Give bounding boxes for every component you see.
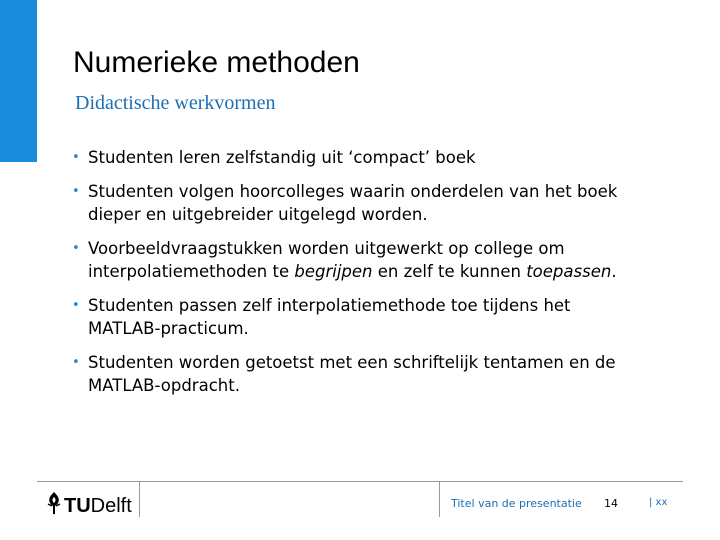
footer-divider-tick: [439, 481, 440, 517]
bullet-line: [88, 260, 682, 283]
bullet-list: [72, 146, 682, 408]
bullet-text: Studenten volgen hoorcolleges waarin onderdelen van het boek: [88, 182, 618, 201]
footer-page-number: 14: [604, 497, 618, 510]
bullet-line: [88, 203, 682, 226]
bullet-emphasis: begrijpen: [294, 262, 373, 281]
bullet-text: MATLAB-practicum.: [88, 319, 249, 338]
slide-title: Numerieke methoden: [73, 46, 360, 79]
bullet-text: MATLAB-opdracht.: [88, 376, 240, 395]
bullet-text: .: [611, 262, 617, 281]
bullet-line: [88, 351, 682, 374]
bullet-text: interpolatiemethoden te: [88, 262, 295, 281]
accent-bar: [0, 0, 37, 162]
slide-subtitle: Didactische werkvormen: [75, 92, 276, 114]
bullet-line: [88, 294, 682, 317]
bullet-text: Studenten passen zelf interpolatiemethode toe tijdens het: [88, 296, 571, 315]
bullet-line: [88, 374, 682, 397]
bullet-line: [88, 237, 682, 260]
bullet-marker: •: [72, 150, 80, 165]
bullet-item: [72, 146, 682, 169]
logo-tu-text: TU: [64, 495, 91, 517]
footer-divider: [37, 481, 683, 482]
bullet-text: dieper en uitgebreider uitgelegd worden.: [88, 205, 428, 224]
bullet-marker: •: [72, 298, 80, 313]
bullet-item: [72, 180, 682, 226]
bullet-text: Studenten worden getoetst met een schriftelijk tentamen en de: [88, 353, 616, 372]
bullet-text: en zelf te kunnen: [372, 262, 527, 281]
bullet-marker: •: [72, 355, 80, 370]
bullet-line: [88, 180, 682, 203]
flame-icon: [44, 490, 64, 516]
footer-presentation-title: Titel van de presentatie: [451, 497, 582, 510]
bullet-item: [72, 351, 682, 397]
bullet-marker: •: [72, 184, 80, 199]
tudelft-logo: [44, 490, 132, 516]
bullet-item: [72, 237, 682, 283]
bullet-emphasis: toepassen: [526, 262, 612, 281]
logo-delft-text: Delft: [90, 495, 132, 517]
bullet-line: [88, 146, 682, 169]
bullet-text: Voorbeeldvraagstukken worden uitgewerkt op college om: [88, 239, 565, 258]
footer-divider-tick: [139, 481, 140, 517]
bullet-item: [72, 294, 682, 340]
bullet-text: Studenten leren zelfstandig uit ‘compact’ boek: [88, 148, 476, 167]
bullet-marker: •: [72, 241, 80, 256]
bullet-line: [88, 317, 682, 340]
footer-page-total: | xx: [649, 497, 668, 508]
